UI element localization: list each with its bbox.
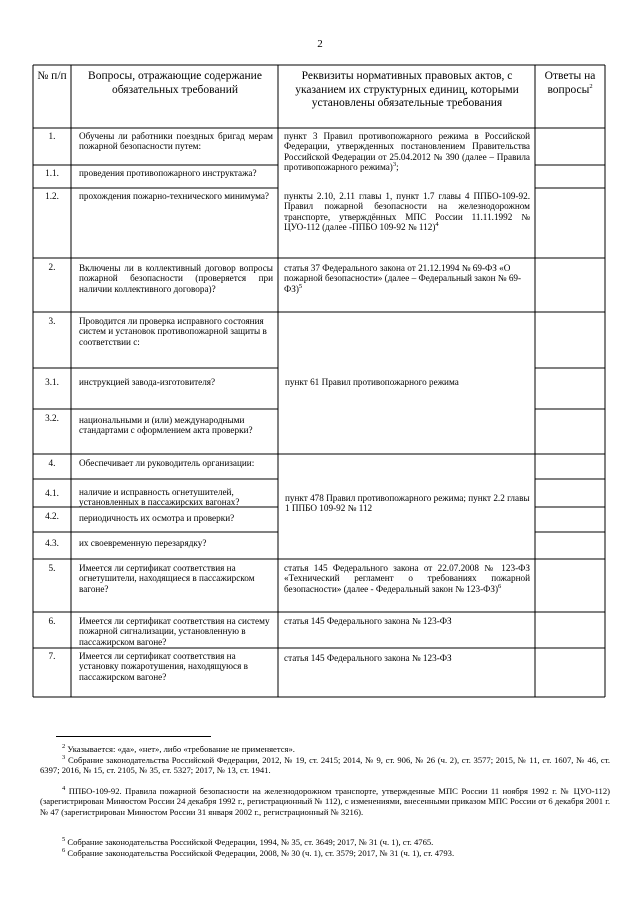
requisite-text: пункт 478 Правил противопожарного режима; пункт 2.2 главы 1 ППБО 109-92 № 112 [285,493,530,514]
question-text: наличие и исправность огнетушителей, установленных в пассажирских вагонах? [79,487,240,508]
page-number: 2 [317,38,323,50]
question-text: проведения противопожарного инструктажа? [79,168,257,178]
footnote: $^5$ Собрание законодательства Российской Федерации, 1994, № 35, ст. 3649; 2017, № 31 (ч. 1), ст. 4765. [62,836,434,847]
footnote: $^6$ Собрание законодательства Российской Федерации, 2008, № 30 (ч. 1), ст. 3579; 2017, № 31 (ч. 1), ст. 4793. [62,847,455,858]
row-number: 6. [48,616,56,626]
row-number: 3. [48,316,56,326]
question-text: инструкцией завода-изготовителя? [79,377,216,387]
question-text: их своевременную перезарядку? [79,538,207,548]
question-text: национальными и (или) международными стандартами с оформлением акта проверки? [79,415,253,436]
requisite-text: пункт 61 Правил противопожарного режима [285,377,459,387]
header-requisites: Реквизиты нормативных правовых актов, с указанием их структурных единиц, которыми установлены обязательные требования [295,70,519,109]
row-number: 4. [48,458,56,468]
row-number: 4.3. [45,538,59,548]
row-number: 1. [48,131,56,141]
requisite-text: пункты 2.10, 2.11 главы 1, пункт 1.7 главы 4 ППБО-109-92. Правил пожарной безопасности на железнодорожном транспорте, утверждённых МПС России 11.11.1992 № ЦУО-112 (далее -ППБО 109-92 № 112)$^4$ [284,191,530,233]
footnote: $^2$ Указывается: «да», «нет», либо «требование не применяется». [62,743,295,754]
row-number: 7. [48,651,56,661]
row-number: 4.2. [45,511,59,521]
question-text: Проводится ли проверка исправного состояния систем и установок противопожарной защиты в соответствии с: [79,316,267,347]
header-questions: Вопросы, отражающие содержание обязательных требований [88,70,262,96]
footnote: $^3$ Собрание законодательства Российской Федерации, 2012, № 19, ст. 2415; 2014, № 9, ст. 906, № 26 (ч. 2), ст. 3577; 2015, № 11, ст. 1607, № 46, ст. 6397; 2016, № 15, ст. 2105, № 35, ст. 5327; 2017, № 13, ст. 1941. [40,754,610,776]
row-number: 3.2. [45,413,59,423]
question-text: Имеется ли сертификат соответствия на систему пожарной сигнализации, установленную в пассажирском вагоне? [79,616,270,647]
question-text: Включены ли в коллективный договор вопросы пожарной безопасности (проверяется при наличии коллективного договора)? [79,263,273,294]
row-number: 1.1. [45,168,59,178]
question-text: периодичность их осмотра и проверки? [79,513,235,523]
question-text: Обучены ли работники поездных бригад мерам пожарной безопасности путем: [79,131,273,152]
footnote: $^4$ ППБО-109-92. Правила пожарной безопасности на железнодорожном транспорте, утвержденные МПС России 11 ноября 1992 г. № ЦУО-112) (зарегистрирован Минюстом России 24 декабря 1992 г., регистрационный № 112), с изменениями, внесенными приказом МПС России от 6 декабря 2001 г. № 47 (зарегистрирован Минюстом России 31 января 2002 г., регистрационный № 3216). [40,785,610,817]
row-number: 3.1. [45,377,59,387]
question-text: прохождения пожарно-технического минимума? [79,191,269,201]
requisite-text: статья 145 Федерального закона № 123-ФЗ [284,653,452,663]
requisite-text: статья 37 Федерального закона от 21.12.1994 № 69-ФЗ «О пожарной безопасности» (далее – Федеральный закон № 69-ФЗ)$^5$ [284,263,522,294]
requisite-text: статья 145 Федерального закона от 22.07.2008 № 123-ФЗ «Технический регламент о требованиях пожарной безопасности» (далее - Федеральный закон № 123-ФЗ)$^6$ [284,563,530,594]
row-number: 4.1. [45,488,59,498]
question-text: Обеспечивает ли руководитель организации: [79,458,255,468]
question-text: Имеется ли сертификат соответствия на установку пожаротушения, находящуюся в пассажирском вагоне? [79,651,248,682]
footnote-separator [56,736,211,737]
row-number: 1.2. [45,191,59,201]
header-answers: Ответы на вопросы$^2$ [544,70,596,96]
question-text: Имеется ли сертификат соответствия на огнетушители, находящиеся в пассажирском вагоне? [79,563,255,594]
row-number: 2. [48,262,56,272]
row-number: 5. [48,563,56,573]
requisite-text: статья 145 Федерального закона № 123-ФЗ [284,616,452,626]
requisite-text: пункт 3 Правил противопожарного режима в Российской Федерации, утвержденных постановлением Правительства Российской Федерации от 25.04.2012 № 390 (далее – Правила противопожарного режима)$^3$; [284,131,530,173]
header-num: № п/п [37,70,67,82]
